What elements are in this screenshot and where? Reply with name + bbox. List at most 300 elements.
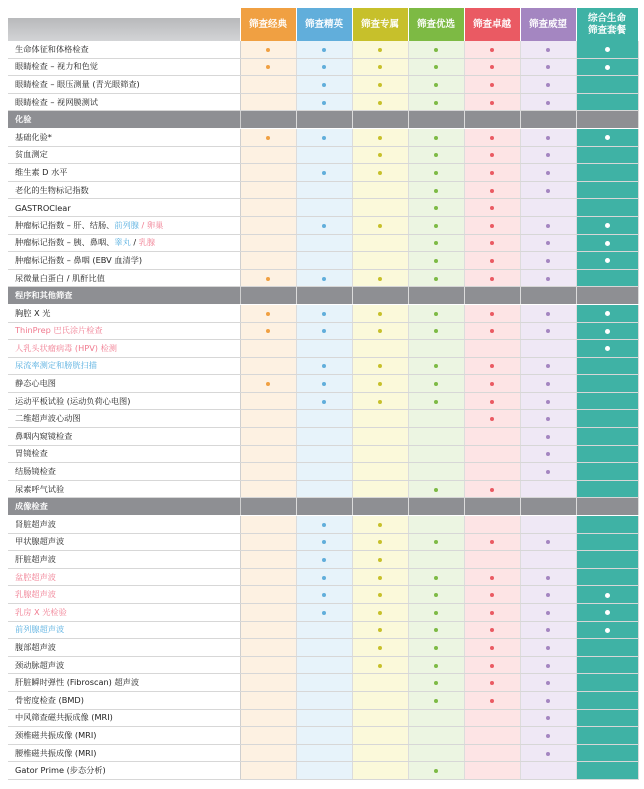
included-dot-icon <box>546 153 550 157</box>
row-label-text: 生命体征和体格检查 <box>15 43 89 54</box>
included-dot-icon <box>546 664 550 668</box>
included-dot-icon <box>490 206 494 210</box>
cell-6 <box>520 604 576 622</box>
cell-5 <box>464 164 520 182</box>
cell-1 <box>240 111 296 129</box>
included-dot-icon <box>490 699 494 703</box>
included-dot-icon <box>605 135 610 140</box>
included-dot-icon <box>490 329 494 333</box>
included-dot-icon <box>322 611 326 615</box>
row-label <box>8 128 240 146</box>
cell-4 <box>408 744 464 762</box>
cell-3 <box>352 76 408 94</box>
table-body <box>8 41 638 779</box>
included-dot-icon <box>546 312 550 316</box>
included-dot-icon <box>490 189 494 193</box>
cell-4 <box>408 76 464 94</box>
cell-3 <box>352 674 408 692</box>
cell-2 <box>296 445 352 463</box>
section-header-row <box>8 287 638 305</box>
row-label <box>8 269 240 287</box>
cell-4 <box>408 691 464 709</box>
cell-6 <box>520 674 576 692</box>
section-title <box>8 498 240 516</box>
cell-7 <box>576 322 638 340</box>
included-dot-icon <box>322 65 326 69</box>
cell-5 <box>464 199 520 217</box>
cell-5 <box>464 357 520 375</box>
column-header-label: 筛查经典 <box>248 18 287 30</box>
cell-2 <box>296 656 352 674</box>
row-label <box>8 516 240 534</box>
included-dot-icon <box>490 153 494 157</box>
cell-5 <box>464 709 520 727</box>
cell-4 <box>408 762 464 780</box>
cell-3 <box>352 128 408 146</box>
column-header-label: 筛查精英 <box>304 18 343 30</box>
cell-4 <box>408 128 464 146</box>
included-dot-icon <box>378 558 382 562</box>
cell-7 <box>576 568 638 586</box>
cell-4 <box>408 216 464 234</box>
cell-6 <box>520 199 576 217</box>
cell-3 <box>352 269 408 287</box>
cell-2 <box>296 428 352 446</box>
cell-7 <box>576 93 638 111</box>
row-label <box>8 727 240 745</box>
cell-6 <box>520 216 576 234</box>
row-label <box>8 322 240 340</box>
cell-3 <box>352 551 408 569</box>
cell-4 <box>408 392 464 410</box>
row-label-text: 乳腺 <box>138 237 156 248</box>
included-dot-icon <box>322 558 326 562</box>
row-label <box>8 93 240 111</box>
included-dot-icon <box>434 611 438 615</box>
cell-7 <box>576 128 638 146</box>
cell-7 <box>576 357 638 375</box>
row-label-text: 睾丸 <box>114 237 131 248</box>
table-row <box>8 164 638 182</box>
cell-2 <box>296 322 352 340</box>
cell-5 <box>464 551 520 569</box>
included-dot-icon <box>605 628 610 633</box>
included-dot-icon <box>605 593 610 598</box>
cell-4 <box>408 269 464 287</box>
included-dot-icon <box>322 400 326 404</box>
row-label-text: 尿素呼气试验 <box>15 483 65 494</box>
included-dot-icon <box>378 65 382 69</box>
table-row <box>8 533 638 551</box>
cell-6 <box>520 727 576 745</box>
row-label <box>8 639 240 657</box>
table-row <box>8 639 638 657</box>
included-dot-icon <box>322 224 326 228</box>
cell-5 <box>464 287 520 305</box>
row-label-text: 眼睛检查 – 视网膜测试 <box>15 96 98 107</box>
cell-4 <box>408 93 464 111</box>
cell-5 <box>464 93 520 111</box>
cell-1 <box>240 428 296 446</box>
cell-1 <box>240 533 296 551</box>
table-row <box>8 674 638 692</box>
included-dot-icon <box>322 329 326 333</box>
cell-1 <box>240 551 296 569</box>
table-row <box>8 516 638 534</box>
included-dot-icon <box>378 329 382 333</box>
included-dot-icon <box>546 716 550 720</box>
cell-4 <box>408 252 464 270</box>
included-dot-icon <box>434 206 438 210</box>
cell-1 <box>240 516 296 534</box>
cell-2 <box>296 357 352 375</box>
cell-1 <box>240 41 296 58</box>
included-dot-icon <box>378 136 382 140</box>
cell-4 <box>408 304 464 322</box>
cell-2 <box>296 762 352 780</box>
included-dot-icon <box>546 734 550 738</box>
cell-7 <box>576 709 638 727</box>
included-dot-icon <box>266 312 270 316</box>
included-dot-icon <box>490 576 494 580</box>
cell-5 <box>464 304 520 322</box>
included-dot-icon <box>490 364 494 368</box>
table-row <box>8 269 638 287</box>
cell-5 <box>464 146 520 164</box>
table-row <box>8 340 638 358</box>
row-label-text: 二维超声波心动图 <box>15 413 81 424</box>
cell-3 <box>352 322 408 340</box>
included-dot-icon <box>546 224 550 228</box>
included-dot-icon <box>322 48 326 52</box>
cell-2 <box>296 392 352 410</box>
cell-6 <box>520 568 576 586</box>
included-dot-icon <box>490 664 494 668</box>
included-dot-icon <box>490 101 494 105</box>
row-label-text: 肿瘤标记指数 – 胰、鼻咽、 <box>15 237 115 248</box>
row-label-text: 卵巢 <box>146 219 164 230</box>
cell-1 <box>240 727 296 745</box>
included-dot-icon <box>490 628 494 632</box>
cell-7 <box>576 428 638 446</box>
cell-3 <box>352 691 408 709</box>
included-dot-icon <box>322 171 326 175</box>
row-label-text: ThinPrep 巴氏涂片检查 <box>15 325 103 336</box>
cell-1 <box>240 375 296 393</box>
cell-4 <box>408 463 464 481</box>
section-title <box>8 111 240 129</box>
cell-7 <box>576 340 638 358</box>
cell-5 <box>464 568 520 586</box>
cell-1 <box>240 480 296 498</box>
cell-5 <box>464 428 520 446</box>
cell-7 <box>576 604 638 622</box>
row-label <box>8 357 240 375</box>
cell-6 <box>520 340 576 358</box>
cell-7 <box>576 252 638 270</box>
table-row <box>8 762 638 780</box>
cell-2 <box>296 586 352 604</box>
cell-5 <box>464 322 520 340</box>
cell-7 <box>576 199 638 217</box>
included-dot-icon <box>434 593 438 597</box>
cell-2 <box>296 181 352 199</box>
cell-5 <box>464 744 520 762</box>
row-label-text: 肝脏瞬时弹性 (Fibroscan) 超声波 <box>15 677 140 688</box>
table-row <box>8 41 638 58</box>
cell-4 <box>408 287 464 305</box>
cell-7 <box>576 674 638 692</box>
cell-6 <box>520 480 576 498</box>
included-dot-icon <box>434 312 438 316</box>
row-label-text: 眼睛检查 – 眼压测量 (青光眼筛查) <box>15 78 140 89</box>
cell-3 <box>352 304 408 322</box>
cell-5 <box>464 604 520 622</box>
included-dot-icon <box>322 277 326 281</box>
cell-3 <box>352 234 408 252</box>
included-dot-icon <box>434 576 438 580</box>
cell-2 <box>296 41 352 58</box>
cell-5 <box>464 375 520 393</box>
table-row <box>8 744 638 762</box>
cell-4 <box>408 586 464 604</box>
included-dot-icon <box>490 65 494 69</box>
cell-2 <box>296 234 352 252</box>
column-header-6 <box>520 8 576 41</box>
included-dot-icon <box>434 83 438 87</box>
row-label-text: 尿流率测定和膀胱扫描 <box>15 360 97 371</box>
cell-2 <box>296 410 352 428</box>
cell-2 <box>296 621 352 639</box>
row-label <box>8 533 240 551</box>
included-dot-icon <box>546 241 550 245</box>
table-row <box>8 727 638 745</box>
included-dot-icon <box>322 101 326 105</box>
row-label <box>8 392 240 410</box>
cell-5 <box>464 463 520 481</box>
cell-5 <box>464 691 520 709</box>
table-row <box>8 234 638 252</box>
column-header-7 <box>576 8 638 41</box>
cell-4 <box>408 551 464 569</box>
included-dot-icon <box>434 224 438 228</box>
cell-1 <box>240 744 296 762</box>
cell-6 <box>520 428 576 446</box>
cell-6 <box>520 164 576 182</box>
cell-3 <box>352 568 408 586</box>
row-label <box>8 445 240 463</box>
cell-3 <box>352 252 408 270</box>
included-dot-icon <box>490 593 494 597</box>
cell-5 <box>464 234 520 252</box>
cell-3 <box>352 164 408 182</box>
included-dot-icon <box>490 646 494 650</box>
included-dot-icon <box>434 189 438 193</box>
cell-7 <box>576 586 638 604</box>
included-dot-icon <box>546 364 550 368</box>
included-dot-icon <box>490 277 494 281</box>
cell-3 <box>352 533 408 551</box>
cell-3 <box>352 199 408 217</box>
cell-6 <box>520 287 576 305</box>
table-row <box>8 146 638 164</box>
cell-2 <box>296 744 352 762</box>
cell-4 <box>408 375 464 393</box>
cell-5 <box>464 586 520 604</box>
cell-6 <box>520 551 576 569</box>
included-dot-icon <box>546 452 550 456</box>
row-label <box>8 304 240 322</box>
cell-7 <box>576 392 638 410</box>
included-dot-icon <box>266 136 270 140</box>
cell-1 <box>240 216 296 234</box>
included-dot-icon <box>378 540 382 544</box>
cell-4 <box>408 621 464 639</box>
row-label-text: 程序和其他筛查 <box>15 290 73 301</box>
cell-4 <box>408 428 464 446</box>
cell-1 <box>240 58 296 76</box>
row-label-text: 肾脏超声波 <box>15 518 56 529</box>
cell-6 <box>520 234 576 252</box>
cell-1 <box>240 181 296 199</box>
cell-1 <box>240 252 296 270</box>
table-row <box>8 128 638 146</box>
cell-6 <box>520 322 576 340</box>
row-label <box>8 76 240 94</box>
table-row <box>8 58 638 76</box>
cell-5 <box>464 216 520 234</box>
row-label-text: 甲状腺超声波 <box>15 536 65 547</box>
included-dot-icon <box>546 611 550 615</box>
cell-5 <box>464 76 520 94</box>
column-header-1 <box>240 8 296 41</box>
included-dot-icon <box>378 593 382 597</box>
cell-7 <box>576 41 638 58</box>
table-row <box>8 551 638 569</box>
included-dot-icon <box>378 153 382 157</box>
included-dot-icon <box>546 382 550 386</box>
section-header-row <box>8 111 638 129</box>
cell-1 <box>240 93 296 111</box>
table-row <box>8 480 638 498</box>
row-label <box>8 199 240 217</box>
cell-1 <box>240 604 296 622</box>
included-dot-icon <box>378 83 382 87</box>
cell-6 <box>520 516 576 534</box>
row-label-text: 静态心电图 <box>15 378 56 389</box>
cell-5 <box>464 621 520 639</box>
cell-6 <box>520 762 576 780</box>
included-dot-icon <box>378 312 382 316</box>
row-label-text: 运动平板试验 (运动负荷心电图) <box>15 395 131 406</box>
cell-2 <box>296 58 352 76</box>
cell-2 <box>296 604 352 622</box>
cell-5 <box>464 674 520 692</box>
table-row <box>8 568 638 586</box>
row-label-text: 乳房 X 光检验 <box>15 606 67 617</box>
cell-5 <box>464 762 520 780</box>
cell-4 <box>408 480 464 498</box>
included-dot-icon <box>605 258 610 263</box>
included-dot-icon <box>322 382 326 386</box>
cell-2 <box>296 269 352 287</box>
cell-3 <box>352 41 408 58</box>
included-dot-icon <box>490 417 494 421</box>
column-header-5 <box>464 8 520 41</box>
cell-4 <box>408 164 464 182</box>
cell-3 <box>352 410 408 428</box>
cell-4 <box>408 322 464 340</box>
cell-3 <box>352 621 408 639</box>
column-header-2 <box>296 8 352 41</box>
cell-2 <box>296 691 352 709</box>
included-dot-icon <box>266 382 270 386</box>
cell-5 <box>464 128 520 146</box>
included-dot-icon <box>434 65 438 69</box>
included-dot-icon <box>490 312 494 316</box>
cell-2 <box>296 533 352 551</box>
included-dot-icon <box>378 277 382 281</box>
cell-6 <box>520 93 576 111</box>
cell-4 <box>408 58 464 76</box>
row-label-text: 维生素 D 水平 <box>15 166 68 177</box>
cell-7 <box>576 269 638 287</box>
cell-6 <box>520 445 576 463</box>
cell-3 <box>352 463 408 481</box>
cell-3 <box>352 375 408 393</box>
cell-6 <box>520 639 576 657</box>
included-dot-icon <box>434 382 438 386</box>
table-row <box>8 445 638 463</box>
cell-5 <box>464 410 520 428</box>
cell-7 <box>576 498 638 516</box>
cell-4 <box>408 445 464 463</box>
cell-1 <box>240 76 296 94</box>
cell-1 <box>240 463 296 481</box>
screening-comparison-table-wrapper <box>8 8 638 780</box>
table-row <box>8 199 638 217</box>
cell-5 <box>464 252 520 270</box>
cell-6 <box>520 410 576 428</box>
table-row <box>8 181 638 199</box>
cell-6 <box>520 498 576 516</box>
cell-5 <box>464 392 520 410</box>
cell-5 <box>464 516 520 534</box>
row-label <box>8 480 240 498</box>
row-label <box>8 340 240 358</box>
cell-3 <box>352 428 408 446</box>
row-label-text: 中风筛查磁共振成像 (MRI) <box>15 712 113 723</box>
cell-7 <box>576 533 638 551</box>
table-row <box>8 76 638 94</box>
cell-1 <box>240 445 296 463</box>
included-dot-icon <box>378 171 382 175</box>
cell-7 <box>576 445 638 463</box>
cell-1 <box>240 287 296 305</box>
cell-2 <box>296 674 352 692</box>
cell-1 <box>240 709 296 727</box>
row-label <box>8 41 240 58</box>
cell-7 <box>576 287 638 305</box>
table-row <box>8 93 638 111</box>
included-dot-icon <box>490 488 494 492</box>
cell-1 <box>240 498 296 516</box>
cell-2 <box>296 709 352 727</box>
cell-5 <box>464 639 520 657</box>
cell-4 <box>408 656 464 674</box>
row-label <box>8 709 240 727</box>
table-row <box>8 375 638 393</box>
